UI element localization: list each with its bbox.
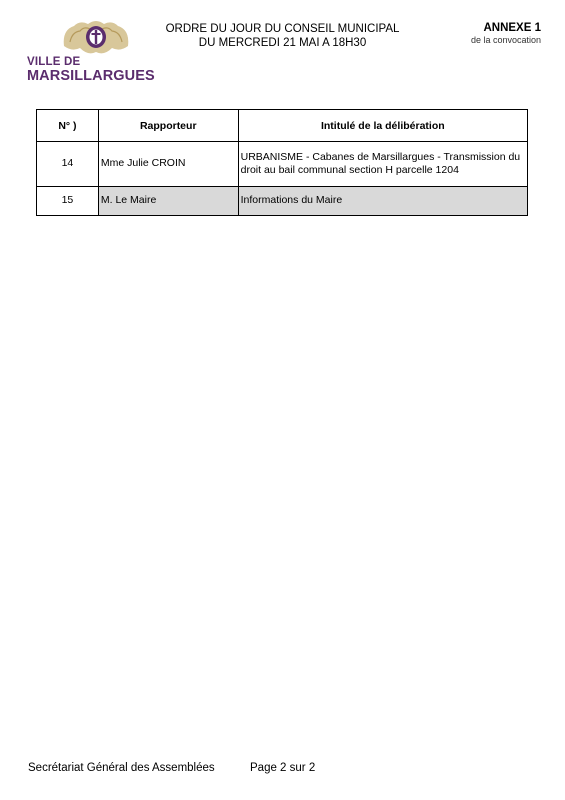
document-title (150, 22, 415, 50)
column-header-rapporteur: Rapporteur (98, 110, 238, 142)
agenda-table (36, 109, 528, 216)
item-rapporteur: Mme Julie CROIN (98, 142, 238, 187)
table-row (37, 142, 528, 187)
annex-subtitle: de la convocation (470, 35, 541, 45)
table-row (37, 187, 528, 216)
title-line2: DU MERCREDI 21 MAI A 18H30 (198, 37, 367, 49)
page-number: Page 2 sur 2 (250, 762, 316, 774)
annex-title: ANNEXE 1 (483, 22, 541, 34)
logo-line1: VILLE DE (27, 56, 81, 68)
column-header-intitule: Intitulé de la délibération (238, 110, 527, 142)
town-emblem-icon (60, 16, 132, 60)
item-intitule: URBANISME - Cabanes de Marsillargues - Transmission du droit au bail communal section H parcelle 1204 (238, 142, 527, 187)
title-line1: ORDRE DU JOUR DU CONSEIL MUNICIPAL (165, 23, 400, 35)
item-number: 14 (37, 142, 99, 187)
item-rapporteur: M. Le Maire (98, 187, 238, 216)
footer-department: Secrétariat Général des Assemblées (28, 762, 215, 774)
table-header-row (37, 110, 528, 142)
column-header-number: N° ) (37, 110, 99, 142)
item-number: 15 (37, 187, 99, 216)
item-intitule: Informations du Maire (238, 187, 527, 216)
town-logo (24, 16, 164, 86)
annex-block (471, 22, 541, 45)
logo-line2: MARSILLARGUES (27, 68, 155, 84)
